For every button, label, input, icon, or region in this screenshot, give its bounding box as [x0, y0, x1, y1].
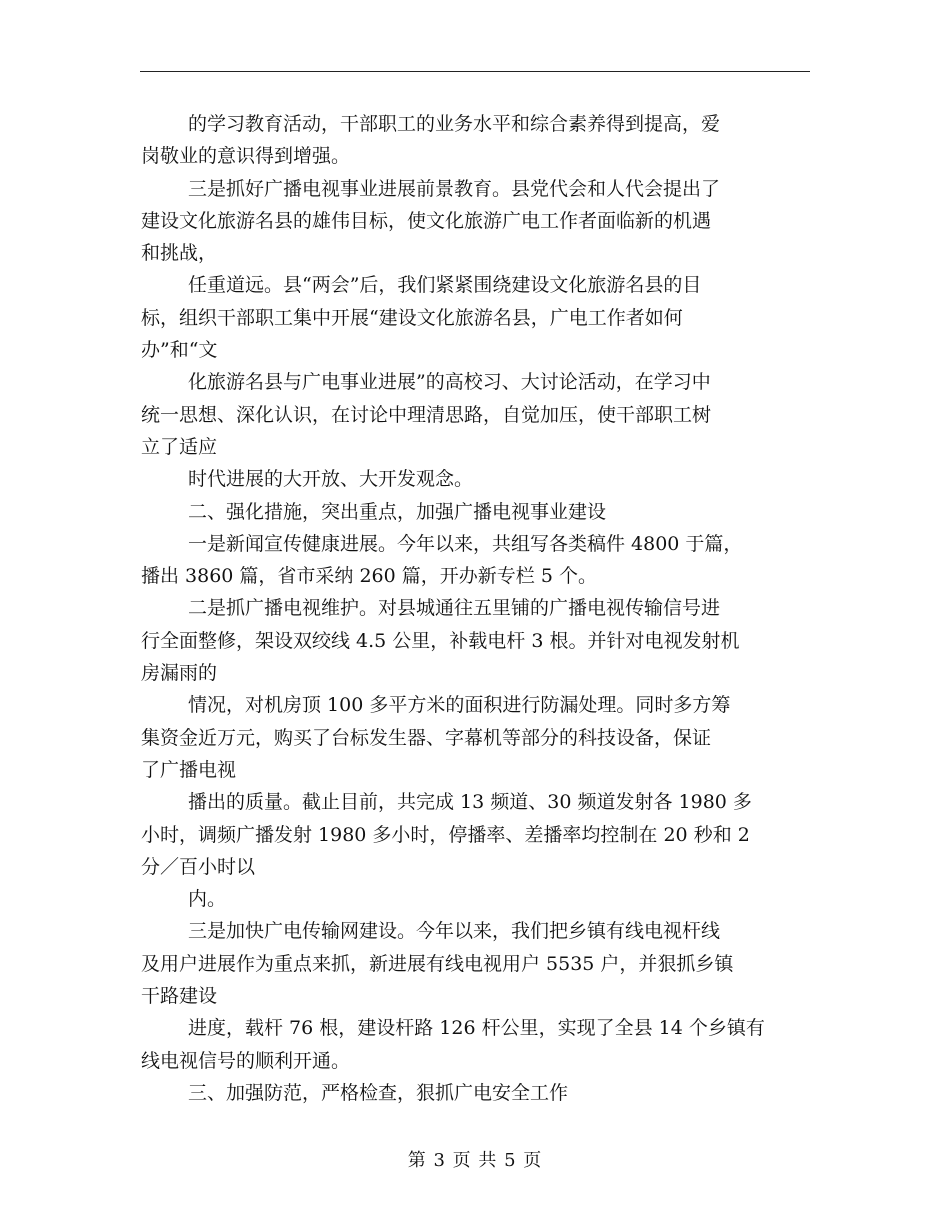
text-line: 房漏雨的 [141, 662, 218, 685]
text-line: 一是新闻宣传健康进展。今年以来，共组写各类稿件 4800 于篇， [188, 532, 743, 555]
text-line: 了广播电视 [141, 758, 237, 781]
text-line: 集资金近万元，购买了台标发生器、字幕机等部分的科技设备，保证 [141, 726, 712, 749]
text-line: 进度，载杆 76 根，建设杆路 126 杆公里，实现了全县 14 个乡镇有 [188, 1017, 765, 1040]
text-line: 线电视信号的顺利开通。 [141, 1049, 351, 1072]
text-line: 分／百小时以 [141, 855, 256, 878]
header-rule [140, 71, 810, 72]
text-line: 行全面整修，架设双绞线 4.5 公里，补载电杆 3 根。并针对电视发射机 [141, 629, 740, 652]
text-line: 及用户进展作为重点来抓，新进展有线电视用户 5535 户，并狠抓乡镇 [141, 952, 734, 975]
page-number: 第 3 页 共 5 页 [407, 1150, 543, 1171]
text-line: 立了适应 [141, 435, 218, 458]
text-line: 播出 3860 篇，省市采纳 260 篇，开办新专栏 5 个。 [141, 565, 597, 588]
text-line: 干路建设 [141, 985, 218, 1008]
text-line: 情况，对机房顶 100 多平方米的面积进行防漏处理。同时多方筹 [188, 694, 731, 717]
text-line: 标，组织干部职工集中开展“建设文化旅游名县，广电工作者如何 [141, 306, 683, 329]
text-line: 办”和“文 [141, 339, 218, 362]
text-line: 和挑战， [141, 242, 218, 265]
text-line: 岗敬业的意识得到增强。 [141, 145, 351, 168]
text-line: 三、加强防范，严格检查，狠抓广电安全工作 [188, 1081, 569, 1104]
text-line: 三是抓好广播电视事业进展前景教育。县党代会和人代会提出了 [188, 177, 721, 200]
text-line: 内。 [188, 888, 227, 911]
text-line: 二是抓广播电视维护。对县城通往五里铺的广播电视传输信号进 [188, 597, 721, 620]
text-line: 统一思想、深化认识，在讨论中理清思路，自觉加压，使干部职工树 [141, 403, 712, 426]
text-line: 播出的质量。截止目前，共完成 13 频道、30 频道发射各 1980 多 [188, 791, 752, 814]
document-body [141, 108, 813, 1109]
text-line: 二、强化措施，突出重点，加强广播电视事业建设 [188, 500, 607, 523]
text-line: 建设文化旅游名县的雄伟目标，使文化旅游广电工作者面临新的机遇 [141, 209, 712, 232]
text-line: 的学习教育活动，干部职工的业务水平和综合素养得到提高，爱 [188, 113, 721, 135]
text-line: 时代进展的大开放、大开发观念。 [188, 468, 474, 491]
text-line: 任重道远。县“两会”后，我们紧紧围绕建设文化旅游名县的目 [188, 274, 702, 297]
text-line: 小时，调频广播发射 1980 多小时，停播率、差播率均控制在 20 秒和 2 [141, 823, 750, 846]
text-line: 三是加快广电传输网建设。今年以来，我们把乡镇有线电视杆线 [188, 920, 721, 943]
text-line: 化旅游名县与广电事业进展”的高校习、大讨论活动，在学习中 [188, 371, 711, 394]
